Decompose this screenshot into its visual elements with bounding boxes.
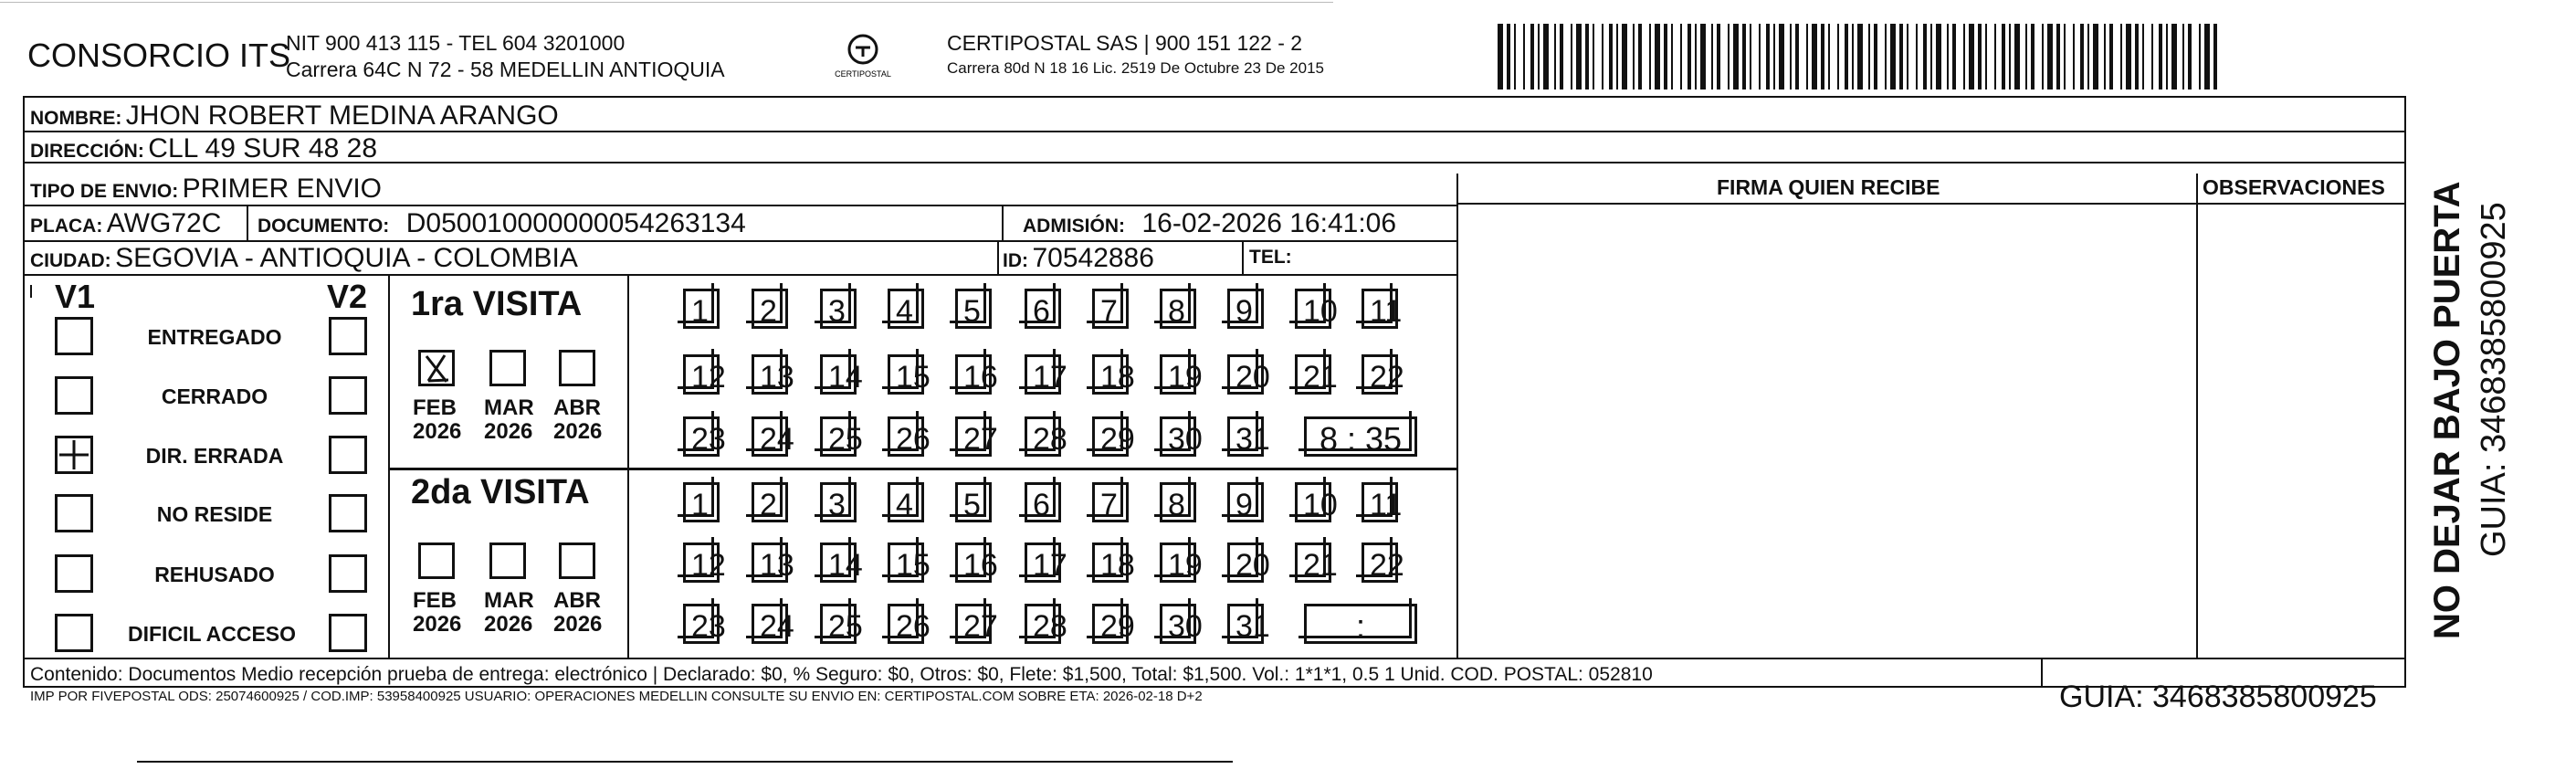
barcode-bar (2104, 24, 2106, 90)
tipo-row (30, 174, 382, 205)
placa-row (30, 208, 221, 239)
x-mark-icon (421, 353, 452, 384)
barcode-bar (2151, 24, 2153, 90)
v1-checkbox[interactable] (55, 376, 93, 415)
day-box[interactable]: 29 (1092, 416, 1129, 457)
status-label: NO RESIDE (156, 502, 273, 526)
month-label: FEB (413, 588, 457, 613)
v2-checkbox[interactable] (329, 436, 367, 474)
year-label: 2026 (484, 419, 533, 444)
documento-value: D050010000000054263134 (405, 208, 746, 238)
barcode-bar (1538, 24, 1540, 90)
barcode-bar (2025, 24, 2027, 90)
day-box[interactable]: 17 (1025, 543, 1061, 583)
day-box[interactable]: 8 (1160, 289, 1196, 329)
barcode (1494, 24, 2224, 90)
barcode-bar (1733, 24, 1739, 90)
day-box[interactable]: 31 (1227, 416, 1264, 457)
month-checkbox[interactable] (559, 350, 595, 386)
day-box[interactable]: 5 (955, 482, 992, 522)
direccion-label: DIRECCIÓN: (30, 141, 144, 162)
ciudad-value: SEGOVIA - ANTIOQUIA - COLOMBIA (115, 243, 578, 273)
day-box[interactable]: 31 (1227, 604, 1264, 644)
nombre-label: NOMBRE: (30, 108, 122, 129)
month-label: MAR (484, 588, 534, 613)
status-label: ENTREGADO (147, 325, 282, 349)
barcode-bar (2087, 24, 2089, 90)
nombre-row (30, 100, 559, 132)
day-box[interactable]: 2 (752, 289, 788, 329)
year-label: 2026 (553, 612, 603, 637)
day-box[interactable]: 6 (1025, 289, 1061, 329)
barcode-bar (1890, 24, 1896, 90)
barcode-bar (1985, 24, 1987, 90)
placa-label: PLACA: (30, 216, 103, 237)
barcode-bar (1978, 24, 1982, 90)
barcode-bar (2213, 24, 2217, 90)
v2-heading: V2 (327, 278, 368, 315)
barcode-bar (1874, 24, 1877, 90)
status-label: DIR. ERRADA (145, 444, 284, 468)
tipo-label: TIPO DE ENVIO: (30, 181, 179, 202)
day-box[interactable]: 13 (752, 354, 788, 395)
barcode-bar (1868, 24, 1870, 90)
month-checkbox[interactable] (489, 350, 526, 386)
direccion-row (30, 133, 377, 164)
day-box[interactable]: 8 (1160, 482, 1196, 522)
barcode-bar (1963, 24, 1965, 90)
day-box[interactable]: 12 (683, 543, 720, 583)
barcode-bar (1655, 24, 1660, 90)
documento-label: DOCUMENTO: (258, 216, 390, 237)
day-box[interactable]: 10 (1295, 289, 1331, 329)
barcode-bar (2142, 24, 2144, 90)
placa-value: AWG72C (106, 208, 222, 238)
day-box[interactable]: 26 (888, 416, 924, 457)
status-label: DIFICIL ACCESO (128, 622, 297, 646)
company-address: Carrera 64C N 72 - 58 MEDELLIN ANTIOQUIA (286, 58, 725, 81)
day-box[interactable]: 19 (1160, 354, 1196, 395)
day-box[interactable]: 23 (683, 416, 720, 457)
day-box[interactable]: 19 (1160, 543, 1196, 583)
barcode-bar (1812, 24, 1817, 90)
day-box[interactable]: 22 (1362, 543, 1398, 583)
month-checkbox[interactable] (559, 543, 595, 579)
barcode-bar (1837, 24, 1839, 90)
day-box[interactable]: 11 (1362, 482, 1398, 522)
footer-imp: IMP POR FIVEPOSTAL ODS: 25074600925 / COD.IMP: 53958400925 USUARIO: OPERACIONES MEDELLIN CONSULTE SU ENVIO EN: CERTIPOSTAL.COM SOBRE ETA: 2026-02-18 D+2 (30, 689, 1203, 704)
v1-checkbox[interactable] (55, 554, 93, 593)
day-box[interactable]: 26 (888, 604, 924, 644)
day-box[interactable]: 24 (752, 604, 788, 644)
day-box[interactable]: 7 (1092, 289, 1129, 329)
barcode-bar (1633, 24, 1635, 90)
status-label: CERRADO (161, 384, 268, 408)
barcode-bar (1766, 24, 1770, 90)
barcode-bar (2166, 24, 2168, 90)
month-checkbox[interactable] (418, 543, 455, 579)
day-box[interactable]: 23 (683, 604, 720, 644)
first-visit-heading: 1ra VISITA (411, 285, 583, 323)
barcode-bar (1907, 24, 1908, 90)
barcode-bar (2093, 24, 2098, 90)
barcode-bar (1821, 24, 1824, 90)
day-box[interactable]: 17 (1025, 354, 1061, 395)
barcode-bar (2171, 24, 2177, 90)
year-label: 2026 (484, 612, 533, 637)
day-box[interactable]: 6 (1025, 482, 1061, 522)
barcode-bar (2031, 24, 2035, 90)
barcode-bar (2009, 24, 2011, 90)
barcode-bar (1671, 24, 1673, 90)
company-name: CONSORCIO ITS (27, 37, 291, 74)
barcode-bar (1790, 24, 1792, 90)
month-label: ABR (553, 395, 601, 420)
time-box[interactable]: 8 : 35 (1304, 416, 1417, 457)
barcode-bar (1543, 24, 1549, 90)
barcode-bar (1795, 24, 1799, 90)
footer-guia: GUIA: 3468385800925 (2059, 679, 2377, 714)
day-box[interactable]: 18 (1092, 543, 1129, 583)
barcode-bar (1936, 24, 1941, 90)
barcode-bar (1728, 24, 1730, 90)
ciudad-row (30, 243, 578, 274)
day-box[interactable]: 9 (1227, 289, 1264, 329)
barcode-bar (1498, 24, 1503, 90)
status-label: REHUSADO (154, 563, 275, 586)
v1-checkbox[interactable] (55, 436, 93, 474)
day-box[interactable]: 21 (1295, 543, 1331, 583)
barcode-bar (1616, 24, 1618, 90)
day-box[interactable]: 4 (888, 289, 924, 329)
barcode-bar (2120, 24, 2122, 90)
barcode-bar (2159, 24, 2162, 90)
day-box[interactable]: 12 (683, 354, 720, 395)
tipo-value: PRIMER ENVIO (182, 174, 383, 204)
company-nit: NIT 900 413 115 - TEL 604 3201000 (286, 31, 626, 55)
barcode-bar (1622, 24, 1627, 90)
barcode-bar (1507, 24, 1510, 90)
barcode-bar (1857, 24, 1863, 90)
id-row (1003, 243, 1154, 274)
day-box[interactable]: 2 (752, 482, 788, 522)
day-box[interactable]: 18 (1092, 354, 1129, 395)
barcode-bar (2014, 24, 2020, 90)
barcode-bar (1952, 24, 1956, 90)
day-box[interactable]: 30 (1160, 604, 1196, 644)
barcode-bar (1885, 24, 1887, 90)
id-value: 70542886 (1032, 243, 1154, 273)
tel-label: TEL: (1249, 247, 1292, 268)
day-box[interactable]: 28 (1025, 604, 1061, 644)
v2-checkbox[interactable] (329, 494, 367, 532)
month-label: FEB (413, 395, 457, 420)
id-label: ID: (1003, 250, 1028, 271)
barcode-bar (1717, 24, 1720, 90)
day-box[interactable]: 22 (1362, 354, 1398, 395)
day-box[interactable]: 10 (1295, 482, 1331, 522)
day-box[interactable]: 27 (955, 604, 992, 644)
day-box[interactable]: 16 (955, 543, 992, 583)
day-box[interactable]: 24 (752, 416, 788, 457)
year-label: 2026 (553, 419, 603, 444)
day-box[interactable]: 5 (955, 289, 992, 329)
v2-checkbox[interactable] (329, 317, 367, 355)
barcode-bar (1828, 24, 1830, 90)
firma-label: FIRMA QUIEN RECIBE (1717, 175, 1940, 199)
day-box[interactable]: 15 (888, 543, 924, 583)
month-checkbox[interactable] (489, 543, 526, 579)
barcode-bar (2002, 24, 2005, 90)
barcode-bar (1680, 24, 1682, 90)
admision-row (1023, 208, 1396, 239)
year-label: 2026 (413, 612, 462, 637)
day-box[interactable]: 11 (1362, 289, 1398, 329)
barcode-bar (1593, 24, 1594, 90)
day-box[interactable]: 20 (1227, 354, 1264, 395)
month-label: MAR (484, 395, 534, 420)
barcode-bar (1554, 24, 1556, 90)
day-box[interactable]: 3 (820, 289, 857, 329)
barcode-bar (1602, 24, 1603, 90)
barcode-bar (2188, 24, 2192, 90)
day-box[interactable]: 9 (1227, 482, 1264, 522)
certipostal-logo-icon (813, 29, 913, 84)
barcode-bar (1560, 24, 1563, 90)
side-text (2411, 91, 2520, 639)
day-box[interactable]: 15 (888, 354, 924, 395)
barcode-bar (2080, 24, 2084, 90)
day-box[interactable]: 20 (1227, 543, 1264, 583)
barcode-bar (1845, 24, 1848, 90)
day-box[interactable]: 28 (1025, 416, 1061, 457)
day-box[interactable]: 25 (820, 604, 857, 644)
barcode-bar (1779, 24, 1784, 90)
barcode-bar (1649, 24, 1651, 90)
barcode-bar (2056, 24, 2060, 90)
barcode-bar (2064, 24, 2066, 90)
barcode-bar (1852, 24, 1854, 90)
time-box[interactable]: : (1304, 604, 1417, 644)
barcode-bar (1576, 24, 1582, 90)
admision-label: ADMISIÓN: (1023, 216, 1125, 237)
day-box[interactable]: 29 (1092, 604, 1129, 644)
footer-contenido: Contenido: Documentos Medio recepción prueba de entrega: electrónico | Declarado: $0, % Seguro: $0, Otros: $0, Flete: $1,500, Total: $1,500. Vol.: 1*1*1, 0.5 1 Unid. COD. POSTAL: 052810 (30, 664, 1653, 685)
barcode-bar (1742, 24, 1746, 90)
side-guia-text: GUIA: 3468385800925 (2475, 202, 2513, 557)
cross-mark-icon (58, 438, 90, 471)
nombre-value: JHON ROBERT MEDINA ARANGO (125, 100, 559, 131)
barcode-bar (1688, 24, 1691, 90)
certipostal-name: CERTIPOSTAL SAS | 900 151 122 - 2 (947, 31, 1303, 55)
v1-heading: V1 (55, 278, 96, 315)
v2-checkbox[interactable] (329, 554, 367, 593)
observaciones-label: OBSERVACIONES (2203, 175, 2385, 199)
barcode-bar (2073, 24, 2075, 90)
barcode-bar (1994, 24, 1996, 90)
v1-checkbox[interactable] (55, 614, 93, 652)
barcode-bar (1899, 24, 1903, 90)
barcode-bar (1695, 24, 1697, 90)
month-label: ABR (553, 588, 601, 613)
day-box[interactable]: 21 (1295, 354, 1331, 395)
day-box[interactable]: 25 (820, 416, 857, 457)
certipostal-logo (813, 29, 913, 84)
barcode-bar (2109, 24, 2113, 90)
barcode-bar (1523, 24, 1525, 90)
day-box[interactable]: 30 (1160, 416, 1196, 457)
no-dejar-text: NO DEJAR BAJO PUERTA (2427, 181, 2467, 639)
barcode-graphic (1494, 24, 2224, 90)
barcode-bar (2204, 24, 2210, 90)
barcode-bar (1773, 24, 1775, 90)
barcode-bar (2042, 24, 2044, 90)
day-box[interactable]: 3 (820, 482, 857, 522)
documento-row (258, 208, 746, 239)
day-box[interactable]: 7 (1092, 482, 1129, 522)
year-label: 2026 (413, 419, 462, 444)
day-box[interactable]: 16 (955, 354, 992, 395)
barcode-bar (2199, 24, 2201, 90)
v2-checkbox[interactable] (329, 614, 367, 652)
barcode-bar (2126, 24, 2131, 90)
ciudad-label: CIUDAD: (30, 250, 111, 271)
barcode-bar (1609, 24, 1613, 90)
barcode-bar (1947, 24, 1949, 90)
admision-value: 16-02-2026 16:41:06 (1141, 208, 1397, 238)
barcode-bar (2135, 24, 2139, 90)
barcode-bar (2182, 24, 2184, 90)
day-box[interactable]: 4 (888, 482, 924, 522)
barcode-bar (1916, 24, 1918, 90)
barcode-bar (2047, 24, 2053, 90)
barcode-bar (1923, 24, 1927, 90)
certipostal-license: Carrera 80d N 18 16 Lic. 2519 De Octubre 23 De 2015 (947, 59, 1324, 77)
day-box[interactable]: 14 (820, 543, 857, 583)
day-box[interactable]: 1 (683, 482, 720, 522)
barcode-bar (1585, 24, 1589, 90)
barcode-bar (1638, 24, 1642, 90)
v2-checkbox[interactable] (329, 376, 367, 415)
barcode-bar (1530, 24, 1534, 90)
barcode-bar (1700, 24, 1706, 90)
direccion-value: CLL 49 SUR 48 28 (148, 133, 378, 163)
barcode-bar (1930, 24, 1932, 90)
barcode-bar (1664, 24, 1667, 90)
barcode-bar (1711, 24, 1713, 90)
barcode-bar (1514, 24, 1516, 90)
day-box[interactable]: 1 (683, 289, 720, 329)
barcode-bar (1806, 24, 1808, 90)
second-visit-heading: 2da VISITA (411, 473, 590, 511)
barcode-bar (1969, 24, 1974, 90)
barcode-bar (1759, 24, 1761, 90)
day-box[interactable]: 14 (820, 354, 857, 395)
barcode-bar (1571, 24, 1572, 90)
logo-text: CERTIPOSTAL (835, 69, 891, 79)
tel-row (1249, 247, 1292, 269)
day-box[interactable]: 27 (955, 416, 992, 457)
day-box[interactable]: 13 (752, 543, 788, 583)
month-checkbox[interactable] (418, 350, 455, 386)
barcode-bar (1750, 24, 1751, 90)
v1-checkbox[interactable] (55, 317, 93, 355)
v1-checkbox[interactable] (55, 494, 93, 532)
